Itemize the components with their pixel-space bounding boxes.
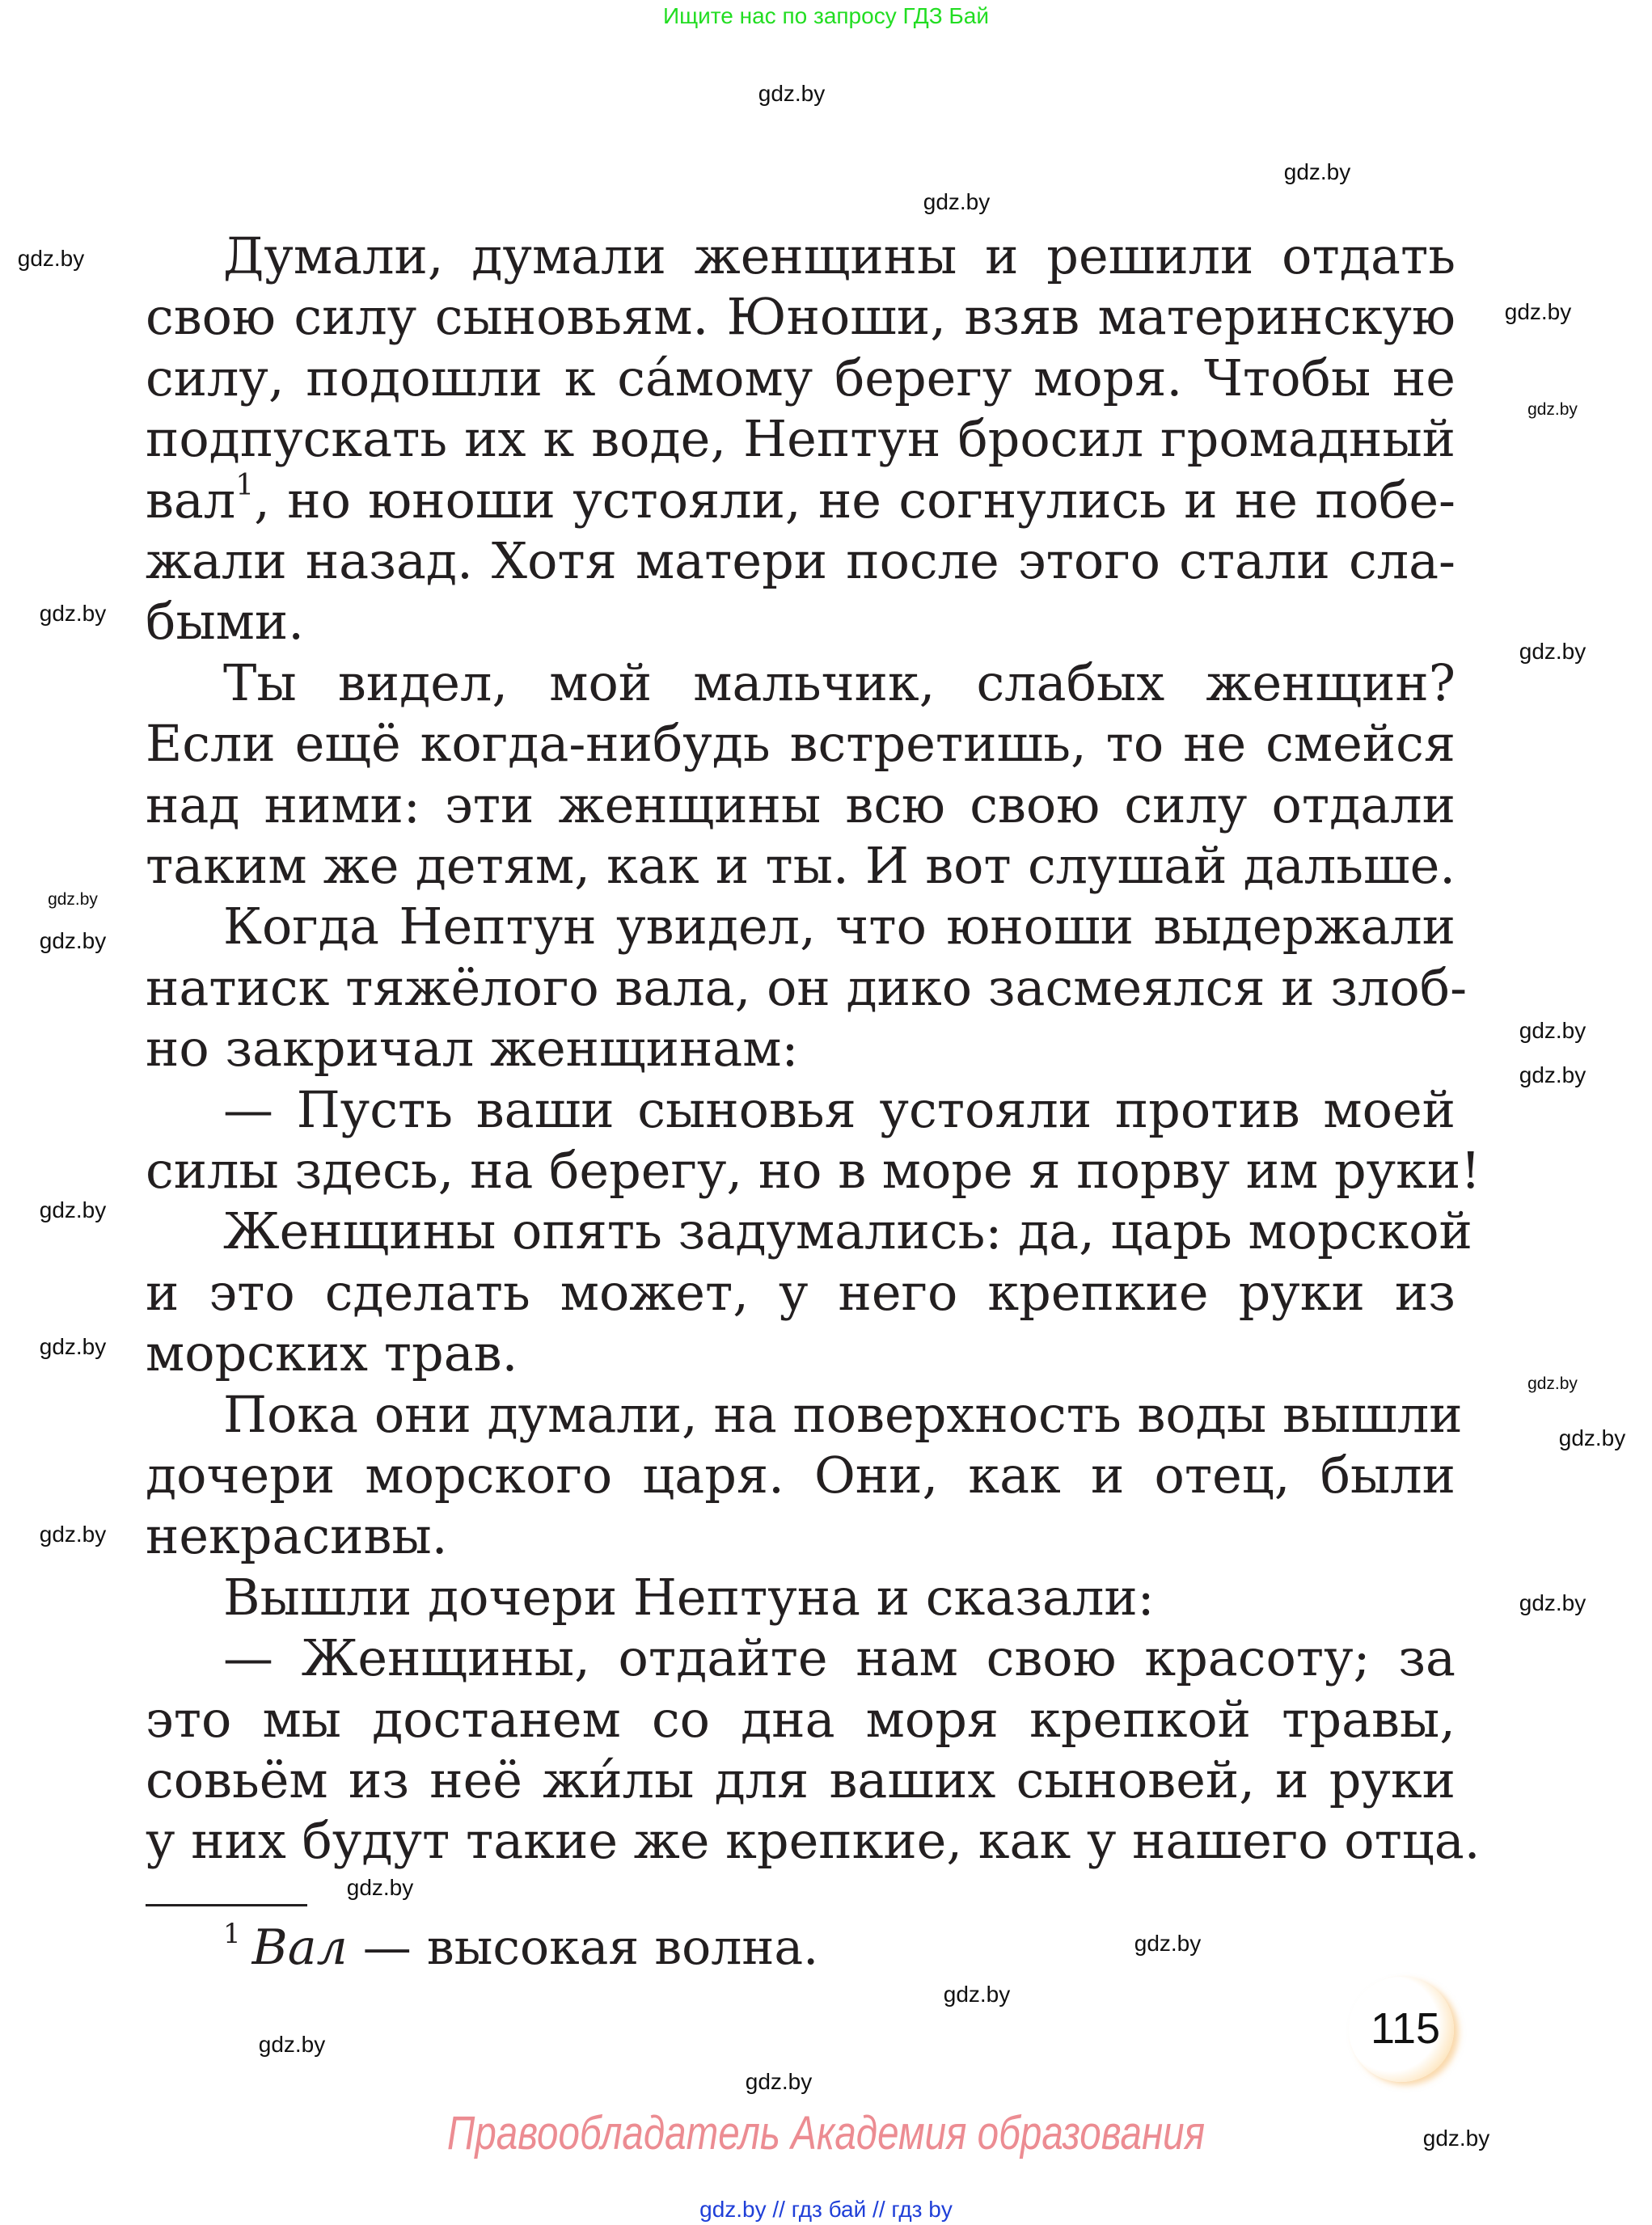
text-line: вал$^1$, но юноши устояли, не согнулись и не побе- (146, 468, 1456, 530)
text-line: Вышли дочери Нептуна и сказали: (223, 1567, 1155, 1627)
text-line: быми. (146, 592, 304, 652)
watermark: gdz.by (1422, 2126, 1490, 2151)
text-line: некрасивы. (146, 1506, 448, 1566)
watermark: gdz.by (943, 1982, 1011, 2007)
watermark: gdz.by (1519, 1590, 1587, 1615)
text-line: — Пусть ваши сыновья устояли против моей (223, 1079, 1456, 1139)
footnote-term: Вал (251, 1919, 348, 1976)
watermark: gdz.by (758, 81, 826, 106)
watermark: gdz.by (39, 601, 107, 626)
text-line: жали назад. Хотя матери после этого стали сла- (146, 531, 1456, 590)
watermark: gdz.by (39, 1334, 107, 1359)
watermark: gdz.by (1519, 1062, 1587, 1087)
text-line: дочери морского царя. Они, как и отец, были (146, 1446, 1456, 1505)
watermark: gdz.by (923, 189, 991, 214)
text-line: и это сделать может, у него крепкие руки из (146, 1262, 1456, 1322)
text-line: у них будут такие же крепкие, как у нашего отца. (146, 1811, 1481, 1871)
footnote-number: 1 (223, 1918, 241, 1950)
text-line: Пока они думали, на поверхность воды вышли (223, 1384, 1463, 1444)
text-line: совьём из неё жи́лы для ваших сыновей, и руки (146, 1750, 1456, 1809)
watermark: gdz.by (17, 246, 85, 271)
watermark: gdz.by (1283, 159, 1351, 184)
text-line: силы здесь, на берегу, но в море я порву им руки! (146, 1141, 1481, 1200)
text-line: морских трав. (146, 1324, 518, 1383)
watermark: gdz.by (745, 2069, 813, 2094)
text-line: Женщины опять задумались: да, царь морской (223, 1201, 1472, 1261)
page-number: 115 (1370, 2004, 1441, 2053)
watermark: gdz.by (1527, 1374, 1578, 1393)
watermark: gdz.by (39, 928, 107, 953)
text-line: но закричал женщинам: (146, 1019, 799, 1079)
text-line: таким же детям, как и ты. И вот слушай дальше. (146, 836, 1456, 895)
footnote-divider (146, 1904, 307, 1906)
copyright-notice: Правообладатель Академия образования (446, 2107, 1206, 2160)
text-line: подпускать их к воде, Нептун бросил громадный (146, 409, 1456, 469)
watermark: gdz.by (39, 1522, 107, 1547)
text-line: над ними: эти женщины всю свою силу отдали (146, 775, 1456, 834)
footnote (223, 1918, 818, 1976)
watermark: gdz.by (346, 1875, 414, 1900)
watermark: gdz.by (1558, 1425, 1626, 1450)
text-line: Ты видел, мой мальчик, слабых женщин? (223, 652, 1456, 712)
watermark: gdz.by (258, 2032, 326, 2057)
footnote-reference: 1 (235, 468, 255, 502)
watermark: gdz.by (39, 1197, 107, 1222)
bottom-links[interactable]: gdz.by // гдз бай // гдз by (699, 2197, 953, 2222)
watermark: gdz.by (1504, 299, 1572, 324)
text-line: Если ещё когда-нибудь встретишь, то не смейся (146, 714, 1456, 774)
text-line: силу, подошли к са́мому берегу моря. Чтобы не (146, 348, 1456, 407)
watermark: gdz.by (1519, 1018, 1587, 1043)
text-line: натиск тяжёлого вала, он дико засмеялся и злоб- (146, 957, 1468, 1017)
watermark: gdz.by (48, 890, 98, 909)
watermark: gdz.by (1519, 639, 1587, 664)
footnote-definition: — высокая волна. (347, 1919, 819, 1976)
text-line: Думали, думали женщины и решили отдать (223, 226, 1456, 285)
search-hint-banner: Ищите нас по запросу ГДЗ Бай (662, 3, 990, 28)
watermark: gdz.by (1527, 400, 1578, 419)
text-line: Когда Нептун увидел, что юноши выдержали (223, 897, 1456, 956)
text-line: — Женщины, отдайте нам свою красоту; за (223, 1628, 1456, 1688)
text-line: это мы достанем со дна моря крепкой травы, (146, 1689, 1456, 1749)
watermark: gdz.by (1134, 1931, 1202, 1956)
copyright-row (0, 2106, 1652, 2160)
text-line: свою силу сыновьям. Юноши, взяв материнскую (146, 287, 1456, 347)
